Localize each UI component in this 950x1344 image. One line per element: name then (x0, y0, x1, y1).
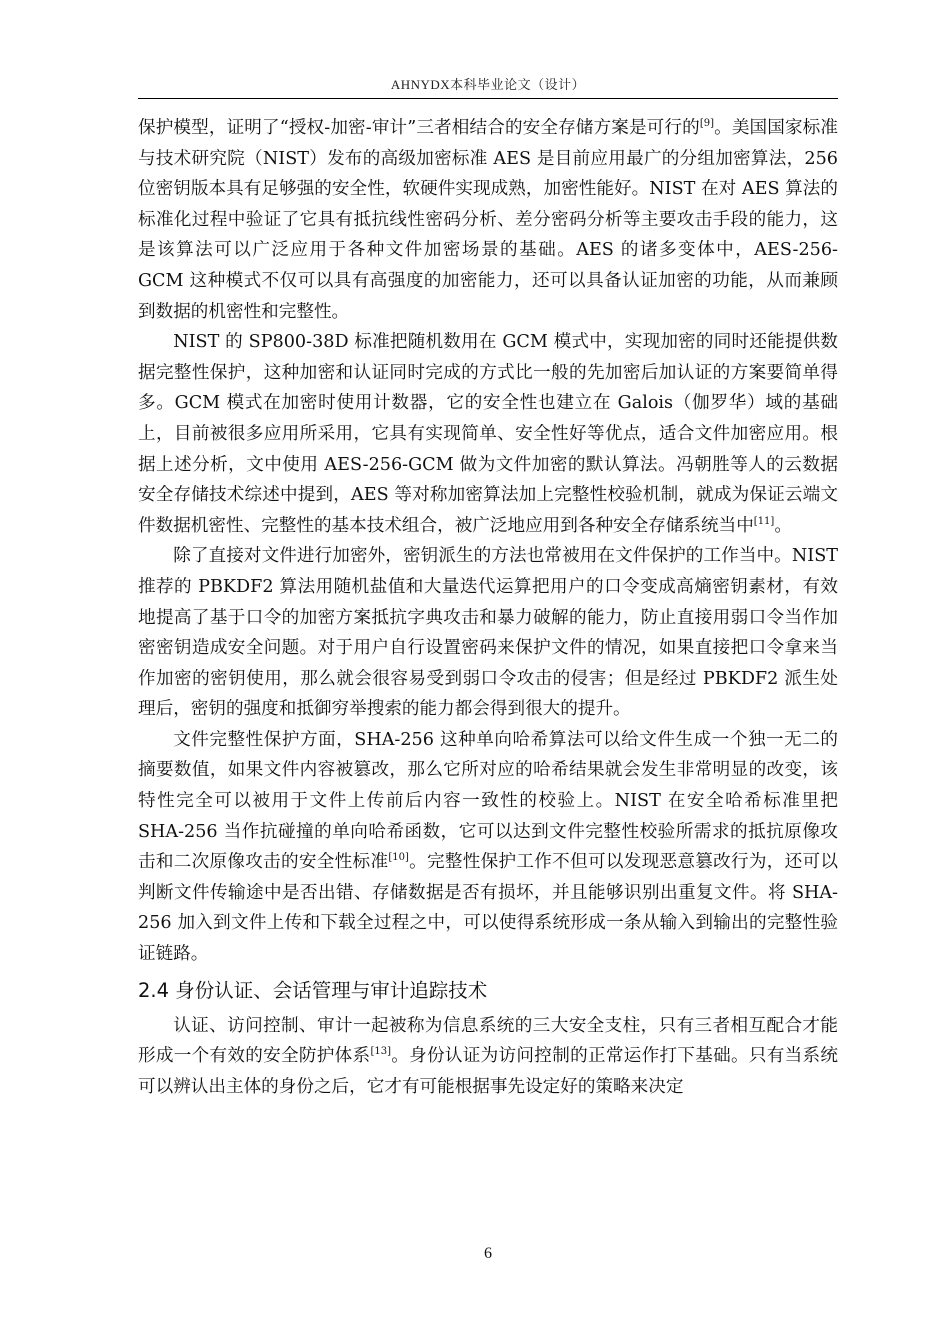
citation-ref: [11] (753, 515, 775, 527)
paragraph-text: NIST 的 SP800-38D 标准把随机数用在 GCM 模式中，实现加密的同时还能提供数据完整性保护，这种加密和认证同时完成的方式比一般的先加密后加认证的方案要简单得多。GCM 模式在加密时使用计数器，它的安全性也建立在 Galois（伽罗华）域的基础上，目前被很多应用所采用，它具有实现简单、安全性好等优点，适合文件加密应用。根据上述分析，文中使用 AES-256-GCM 做为文件加密的默认算法。冯朝胜等人的云数据安全存储技术综述中提到，AES 等对称加密算法加上完整性校验机制，就成为保证云端文件数据机密性、完整性的基本技术组合，被广泛地应用到各种安全存储系统当中 (138, 332, 838, 536)
paragraph-text: 保护模型，证明了“授权-加密-审计”三者相结合的安全存储方案是可行的 (138, 118, 700, 138)
citation-ref: [10] (388, 852, 409, 864)
section-heading: 2.4 身份认证、会话管理与审计追踪技术 (138, 978, 488, 1002)
paragraph-text: 文件完整性保护方面，SHA-256 这种单向哈希算法可以给文件生成一个独一无二的摘要数值，如果文件内容被篡改，那么它所对应的哈希结果就会发生非常明显的改变，该特性完全可以被用于文件上传前后内容一致性的校验上。NIST 在安全哈希标准里把 SHA-256 当作抗碰撞的单向哈希函数，它可以达到文件完整性校验所需求的抵抗原像攻击和二次原像攻击的安全性标准 (138, 729, 838, 873)
paragraph-text: 。 (774, 515, 792, 536)
citation-ref: [13] (370, 1046, 391, 1058)
paragraph-4 (138, 725, 838, 970)
paragraph-text: 。美国国家标准与技术研究院（NIST）发布的高级加密标准 AES 是目前应用最广的分组加密算法，256 位密钥版本具有足够强的安全性，软硬件实现成熟，加密性能好。NIST 在对 AES 算法的标准化过程中验证了它具有抵抗线性密码分析、差分密码分析等主要攻击手段的能力，这是该算法可以广泛应用于各种文件加密场景的基础。AES 的诸多变体中，AES-256-GCM 这种模式不仅可以具有高强度的加密能力，还可以具备认证加密的功能，从而兼顾到数据的机密性和完整性。 (138, 118, 838, 322)
paragraph-3: 除了直接对文件进行加密外，密钥派生的方法也常被用在文件保护的工作当中。NIST 推荐的 PBKDF2 算法用随机盐值和大量迭代运算把用户的口令变成高熵密钥素材，有效地提高了基于口令的加密方案抵抗字典攻击和暴力破解的能力，防止直接用弱口令当作加密密钥造成安全问题。对于用户自行设置密码来保护文件的情况，如果直接把口令拿来当作加密的密钥使用，那么就会很容易受到弱口令攻击的侵害；但是经过 PBKDF2 派生处理后，密钥的强度和抵御穷举搜索的能力都会得到很大的提升。 (138, 546, 838, 720)
paragraph-text: 认证、访问控制、审计一起被称为信息系统的三大安全支柱，只有三者相互配合才能形成一个有效的安全防护体系 (138, 1015, 838, 1067)
header-rule (138, 98, 838, 99)
body-text (138, 113, 838, 1102)
paragraph-text: 。身份认证为访问控制的正常运作打下基础。只有当系统可以辨认出主体的身份之后，它才有可能根据事先设定好的策略来决定 (138, 1046, 838, 1097)
running-header: AHNYDX本科毕业论文（设计） (390, 77, 586, 92)
citation-ref: [9] (699, 118, 714, 129)
paragraph-1 (138, 113, 838, 327)
paragraph-text: 。完整性保护工作不但可以发现恶意篡改行为，还可以判断文件传输途中是否出错、存储数据是否有损坏，并且能够识别出重复文件。将 SHA-256 加入到文件上传和下载全过程之中，可以使得系统形成一条从输入到输出的完整性验证链路。 (138, 852, 838, 965)
paragraph-5 (138, 1011, 838, 1103)
page-number: 6 (484, 1245, 492, 1262)
paragraph-2 (138, 327, 838, 541)
